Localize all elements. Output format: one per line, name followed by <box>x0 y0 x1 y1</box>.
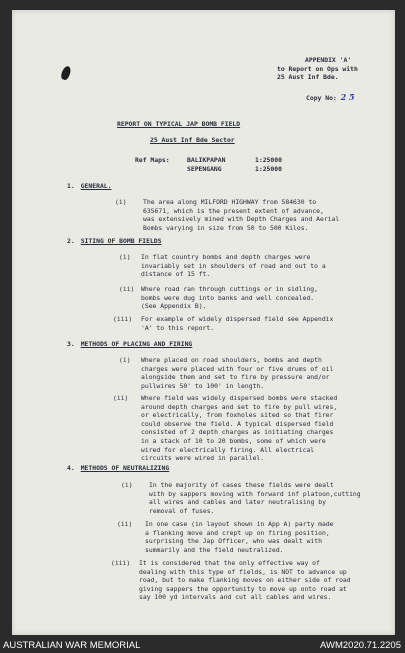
copy-number <box>306 93 355 103</box>
section-heading <box>67 237 162 246</box>
appendix-line-1: APPENDIX 'A' <box>305 56 352 64</box>
paragraph-mark: (ii) <box>113 394 129 402</box>
appendix-line-2: to Report on Ops with <box>277 64 358 73</box>
text-line: invariably set in shoulders of road and out to a <box>141 261 326 270</box>
ref-map-name: BALIKPAPAN <box>187 156 226 164</box>
paragraph-mark: (iii) <box>111 559 131 567</box>
document-page <box>12 10 395 635</box>
text-line: 635671, which is the present extent of advance, <box>143 206 324 215</box>
text-line: surprising the Jap Officer, who was dealt with <box>145 537 322 546</box>
section-title: METHODS OF NEUTRALIZING <box>80 464 170 472</box>
appendix-line-3: 25 Aust Inf Bde. <box>277 73 339 82</box>
copy-label: Copy No: <box>306 94 337 102</box>
paragraph-mark: (iii) <box>113 315 133 323</box>
text-line: with by sappers moving with forward inf platoon,cutting <box>149 489 361 498</box>
text-line: It is considered that the only effective way of <box>139 559 320 567</box>
paragraph <box>117 520 393 554</box>
document-title: REPORT ON TYPICAL JAP BOMB FIELD <box>117 120 241 128</box>
text-line: Where road ran through cuttings or in sidling, <box>141 285 318 293</box>
text-line: Bombs varying in size from 50 to 500 Kilos. <box>143 223 309 232</box>
text-line: alongside them and set to fire by pressure and/or <box>141 373 330 382</box>
section-number: 3. <box>67 340 75 348</box>
ref-map-scale: 1:25000 <box>255 156 282 164</box>
section-title: SITING OF BOMB FIELDS <box>80 237 162 245</box>
paragraph <box>119 356 389 390</box>
text-line: In flat country bombs and depth charges were <box>141 253 311 261</box>
text-line: In one case (in layout shown in App A) party made <box>145 520 334 528</box>
paragraph <box>119 253 389 279</box>
text-line: consisted of 2 depth charges as initiating charges <box>141 428 334 437</box>
section-heading <box>67 340 192 349</box>
text-line: For example of widely dispersed field see Appendix <box>141 315 334 323</box>
section-heading <box>67 464 169 473</box>
ref-map-row <box>135 165 282 174</box>
text-line: could observe the field. A typical dispersed field <box>141 419 334 428</box>
text-line: dealing with this type of fields, is NOT to advance up <box>139 567 347 576</box>
section-number: 1. <box>67 182 75 190</box>
section-number: 2. <box>67 237 75 245</box>
appendix-reference <box>277 56 387 82</box>
paragraph <box>121 481 393 515</box>
paragraph <box>111 559 393 602</box>
paragraph-mark: (i) <box>115 198 127 206</box>
archive-footer <box>0 638 405 653</box>
text-line: circuits were wired in parallel. <box>141 454 265 463</box>
paragraph <box>115 198 385 232</box>
section-title: METHODS OF PLACING AND FIRING <box>80 340 193 348</box>
section-number: 4. <box>67 464 75 472</box>
ref-map-row <box>135 156 282 165</box>
footer-institution: AUSTRALIAN WAR MEMORIAL <box>3 640 141 651</box>
section-heading <box>67 182 111 191</box>
paragraph-mark: (ii) <box>117 520 133 528</box>
paragraph-mark: (i) <box>119 253 131 261</box>
paragraph-mark: (ii) <box>119 285 135 293</box>
paragraph-mark: (i) <box>121 481 133 489</box>
paragraph <box>113 315 389 332</box>
text-line: in a stack of 10 to 20 bombs, some of which were <box>141 436 326 445</box>
text-line: a flanking move and crept up on firing position, <box>145 528 330 537</box>
document-subtitle: 25 Aust Inf Bde Sector <box>150 136 235 144</box>
text-line: say 100 yd intervals and cut all cables and wires. <box>139 593 332 602</box>
text-line: (See Appendix B). <box>141 302 207 311</box>
text-line: 'A' to this report. <box>141 323 215 332</box>
text-line: pullwires 50' to 100' in length. <box>141 381 265 390</box>
text-line: wired for electrically firing. All electrical <box>141 445 315 454</box>
section-title: GENERAL. <box>80 182 112 190</box>
punch-hole <box>60 65 72 81</box>
text-line: bombs were dug into banks and well concealed. <box>141 293 315 302</box>
text-line: In the majority of cases these fields were dealt <box>149 481 334 489</box>
ref-maps <box>135 156 282 173</box>
text-line: Where placed on road shoulders, bombs and depth <box>141 356 322 364</box>
text-line: all wires and cables and later neutralising by <box>149 498 326 507</box>
ref-map-name: SEPENGANG <box>187 164 222 173</box>
text-line: The area along MILFORD HIGHWAY from 584630 to <box>143 198 317 206</box>
paragraph <box>119 285 389 311</box>
text-line: was extensively mined with Depth Charges and Aerial <box>143 215 340 224</box>
text-line: removal of fuses. <box>149 506 215 515</box>
text-line: giving sappers the opportunity to move up onto road at <box>139 584 347 593</box>
text-line: around depth charges and set to fire by pull wires, <box>141 402 338 411</box>
text-line: or electrically, from foxholes sited so that firer <box>141 411 334 420</box>
copy-number-handwritten: 2 5 <box>340 92 355 102</box>
paragraph-mark: (i) <box>119 356 131 364</box>
text-line: distance of 15 ft. <box>141 270 211 279</box>
text-line: Where field was widely dispersed bombs were stacked <box>141 394 338 402</box>
text-line: road, but to make flanking moves on either side of road <box>139 576 351 585</box>
text-line: charges were placed with four or five drums of oil <box>141 364 334 373</box>
paragraph <box>113 394 389 463</box>
text-line: summarily and the field neutralized. <box>145 545 284 554</box>
ref-maps-label: Ref Maps: <box>135 156 170 164</box>
footer-accession-number: AWM2020.71.2205 <box>320 640 401 651</box>
ref-map-scale: 1:25000 <box>255 164 282 173</box>
